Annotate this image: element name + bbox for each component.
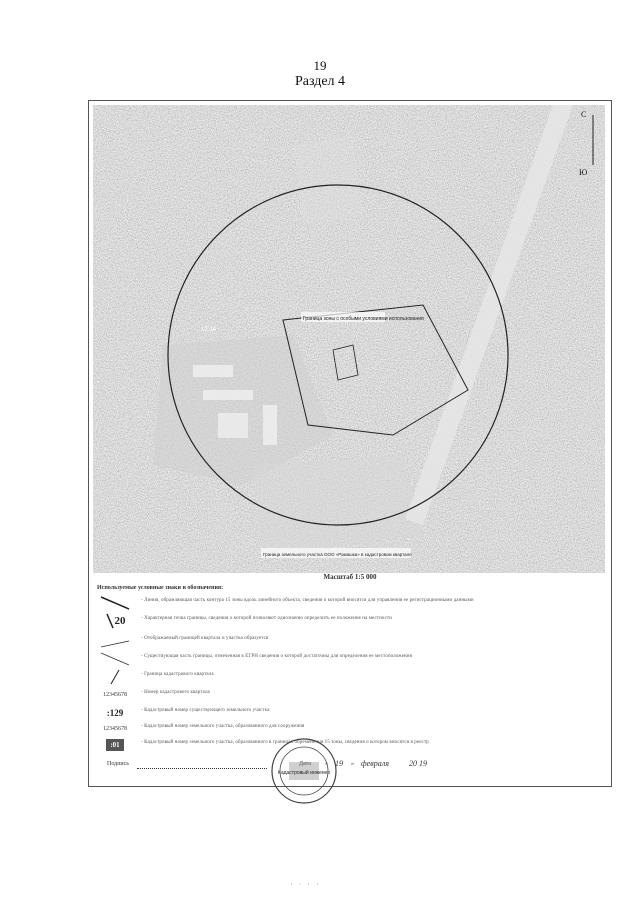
legend-text: - Кадастровый номер существующего земельного участка — [141, 708, 270, 713]
legend-item — [89, 649, 611, 669]
light-area — [293, 135, 363, 225]
section-title: Раздел 4 — [294, 74, 346, 89]
legend-item — [89, 631, 611, 651]
legend-symbol-text: :01 — [106, 739, 123, 751]
north-label: С — [581, 110, 587, 119]
legend-symbol-text: :129 — [106, 708, 124, 718]
legend-symbol-text: 12345678 — [103, 692, 127, 698]
map-sheet — [88, 100, 612, 787]
legend-symbol — [95, 667, 135, 687]
signature-label: Подпись — [107, 761, 130, 767]
legend-title: Используемые условные знаки и обозначения: — [97, 585, 224, 591]
date-day: 19 — [335, 759, 343, 768]
legend-symbol — [95, 611, 135, 631]
seal-stamp — [269, 736, 339, 806]
legend-text: - Существующая часть границы, отмеченная в ЕГРН сведения о которой достаточны для определения ее местоположения — [141, 654, 412, 659]
legend-item — [89, 667, 611, 687]
zone-caption: Граница зоны с особыми условиями использования — [303, 316, 424, 322]
legend-item — [89, 735, 611, 755]
date-month: февраля — [361, 759, 389, 768]
south-label: Ю — [579, 168, 588, 177]
legend-symbol — [95, 735, 135, 755]
scan-artifact: · · · · — [290, 880, 321, 889]
legend-symbol — [95, 649, 135, 669]
legend-symbol — [95, 631, 135, 651]
signature-line: Подпись Дата « 19 » февраля 20 19 — [107, 759, 427, 768]
date-label: Дата — [299, 761, 311, 767]
legend-text: - Характерная точка границы, сведения о которой позволяют однозначно определить ее положение на местности — [141, 616, 392, 621]
legend-text: - Номер кадастрового квартала — [141, 690, 210, 695]
legend-item — [89, 593, 611, 613]
stamp-text: Кадастровый инженер — [277, 770, 331, 776]
legend-symbol — [95, 685, 135, 705]
satellite-map — [93, 105, 605, 573]
legend-text: - Линия, обрамляющая часть контура 15 зоны вдоль линейного объекта, сведения о которой вносятся для управления ее регистрационными данными — [141, 598, 474, 603]
legend-text: - Кадастровый номер земельного участка, образованного для сооружения — [141, 724, 305, 729]
legend-text: - Граница кадастрового квартала — [141, 672, 214, 677]
building — [193, 365, 233, 377]
page-number: 19 — [313, 58, 327, 73]
legend-text: - Отображаемый границей квартала и участка образуется — [141, 636, 269, 641]
map-image — [93, 105, 605, 573]
legend-symbol — [95, 593, 135, 613]
parcel-label: 12:14 — [201, 327, 217, 333]
building — [263, 405, 277, 445]
building — [203, 390, 253, 400]
date-year: 20 19 — [409, 759, 427, 768]
legend-symbol-text: 20 — [114, 615, 126, 627]
bottom-caption: Граница земельного участка ООО «Ромашка» в кадастровом квартале — [263, 552, 412, 557]
map-scale: Масштаб 1:5 000 — [323, 573, 377, 581]
legend-text: - Кадастровый номер земельного участка, образованного в границах обременения 15 зоны, сведения о котором вносятся в реестр — [141, 740, 429, 745]
legend-item — [89, 685, 611, 705]
legend-symbol-text: 12345678 — [103, 726, 127, 732]
building — [218, 413, 248, 438]
legend-item — [89, 611, 611, 631]
